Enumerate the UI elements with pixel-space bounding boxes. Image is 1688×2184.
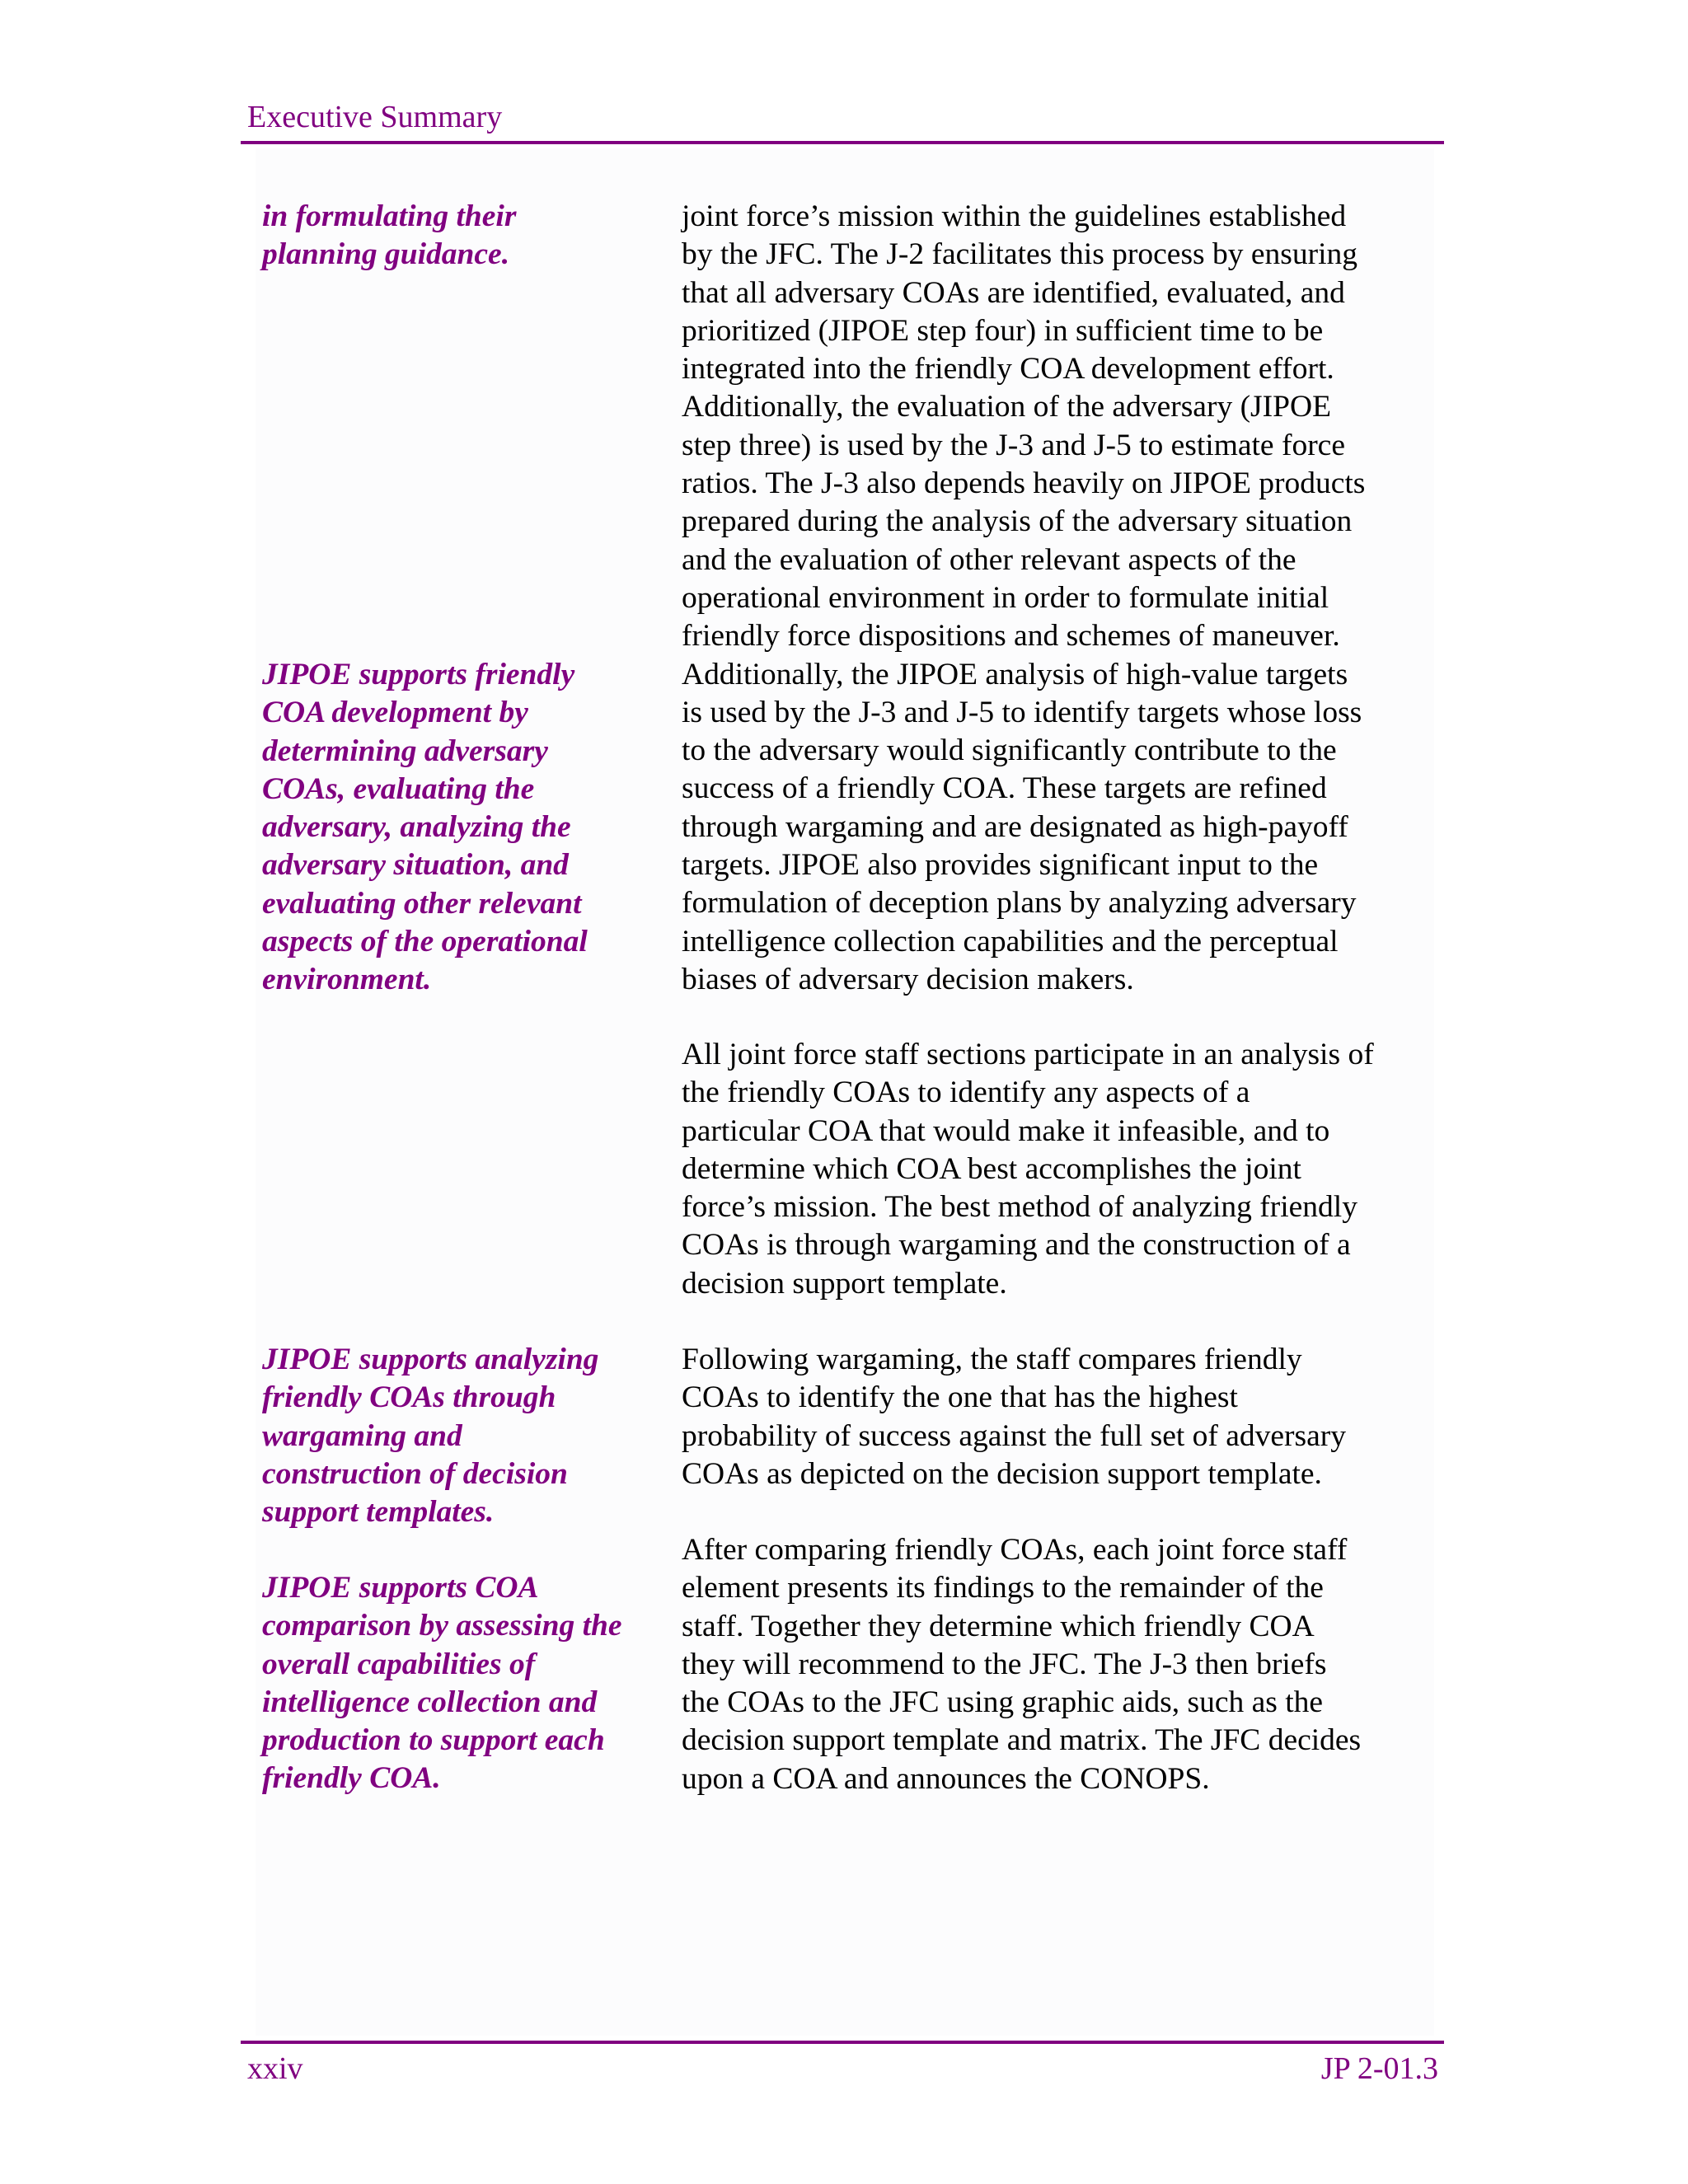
body-paragraph: Following wargaming, the staff compares friendly COAs to identify the one that has the highest probability of success against the full set of adversary COAs as depicted on the decision support template.: [682, 1343, 1347, 1491]
footer-rule: [241, 2041, 1444, 2044]
margin-note-analyzing-friendly-coas: [262, 1341, 658, 1531]
margin-note-text: in formulating their planning guidance.: [262, 199, 517, 272]
margin-note-friendly-coa-development: [262, 656, 658, 1000]
header-rule: [241, 141, 1444, 144]
margin-note-text: JIPOE supports analyzing friendly COAs through wargaming and construction of decision support templates.: [262, 1343, 599, 1530]
body-paragraph: All joint force staff sections participate in an analysis of the friendly COAs to identify any aspects of a particular COA that would make it infeasible, and to determine which COA best accomplishes the joint force’s mission. The best method of analyzing friendly COAs is through wargaming and the construction of a decision support template.: [682, 1038, 1374, 1301]
margin-note-planning-guidance: [262, 198, 658, 274]
body-paragraph: joint force’s mission within the guidelines established by the JFC. The J-2 facilitates this process by ensuring that all adversary COAs are identified, evaluated, and prioritized (JIPOE step four) in sufficient time to be integrated into the friendly COA development effort. Additionally, the evaluation of the adversary (JIPOE step three) is used by the J-3 and J-5 to estimate force ratios. The J-3 also depends heavily on JIPOE products prepared during the analysis of the adversary situation and the evaluation of other relevant aspects of the operational environment in order to formulate initial friendly force dispositions and schemes of maneuver. Additionally, the JIPOE analysis of high-value targets is used by the J-3 and J-5 to identify targets whose loss to the adversary would significantly contribute to the success of a friendly COA. These targets are refined through wargaming and are designated as high-payoff targets. JIPOE also provides significant input to the formulation of deception plans by analyzing adversary intelligence collection capabilities and the perceptual biases of adversary decision makers.: [682, 199, 1366, 996]
margin-note-text: JIPOE supports COA comparison by assessing the overall capabilities of intelligence collection and production to support each friendly COA.: [262, 1571, 622, 1796]
publication-id: JP 2-01.3: [1320, 2051, 1438, 2086]
page-number: xxiv: [247, 2051, 303, 2086]
margin-note-text: JIPOE supports friendly COA development by determining adversary COAs, evaluating the adversary, analyzing the adversary situation, and evaluating other relevant aspects of the operational environment.: [262, 658, 588, 997]
margin-note-coa-comparison: [262, 1569, 658, 1798]
body-paragraph: After comparing friendly COAs, each joint force staff element presents its findings to the remainder of the staff. Together they determine which friendly COA they will recommend to the JFC. The J-3 then briefs the COAs to the JFC using graphic aids, such as the decision support template and matrix. The JFC decides upon a COA and announces the CONOPS.: [682, 1533, 1362, 1796]
running-header: Executive Summary: [247, 100, 503, 134]
